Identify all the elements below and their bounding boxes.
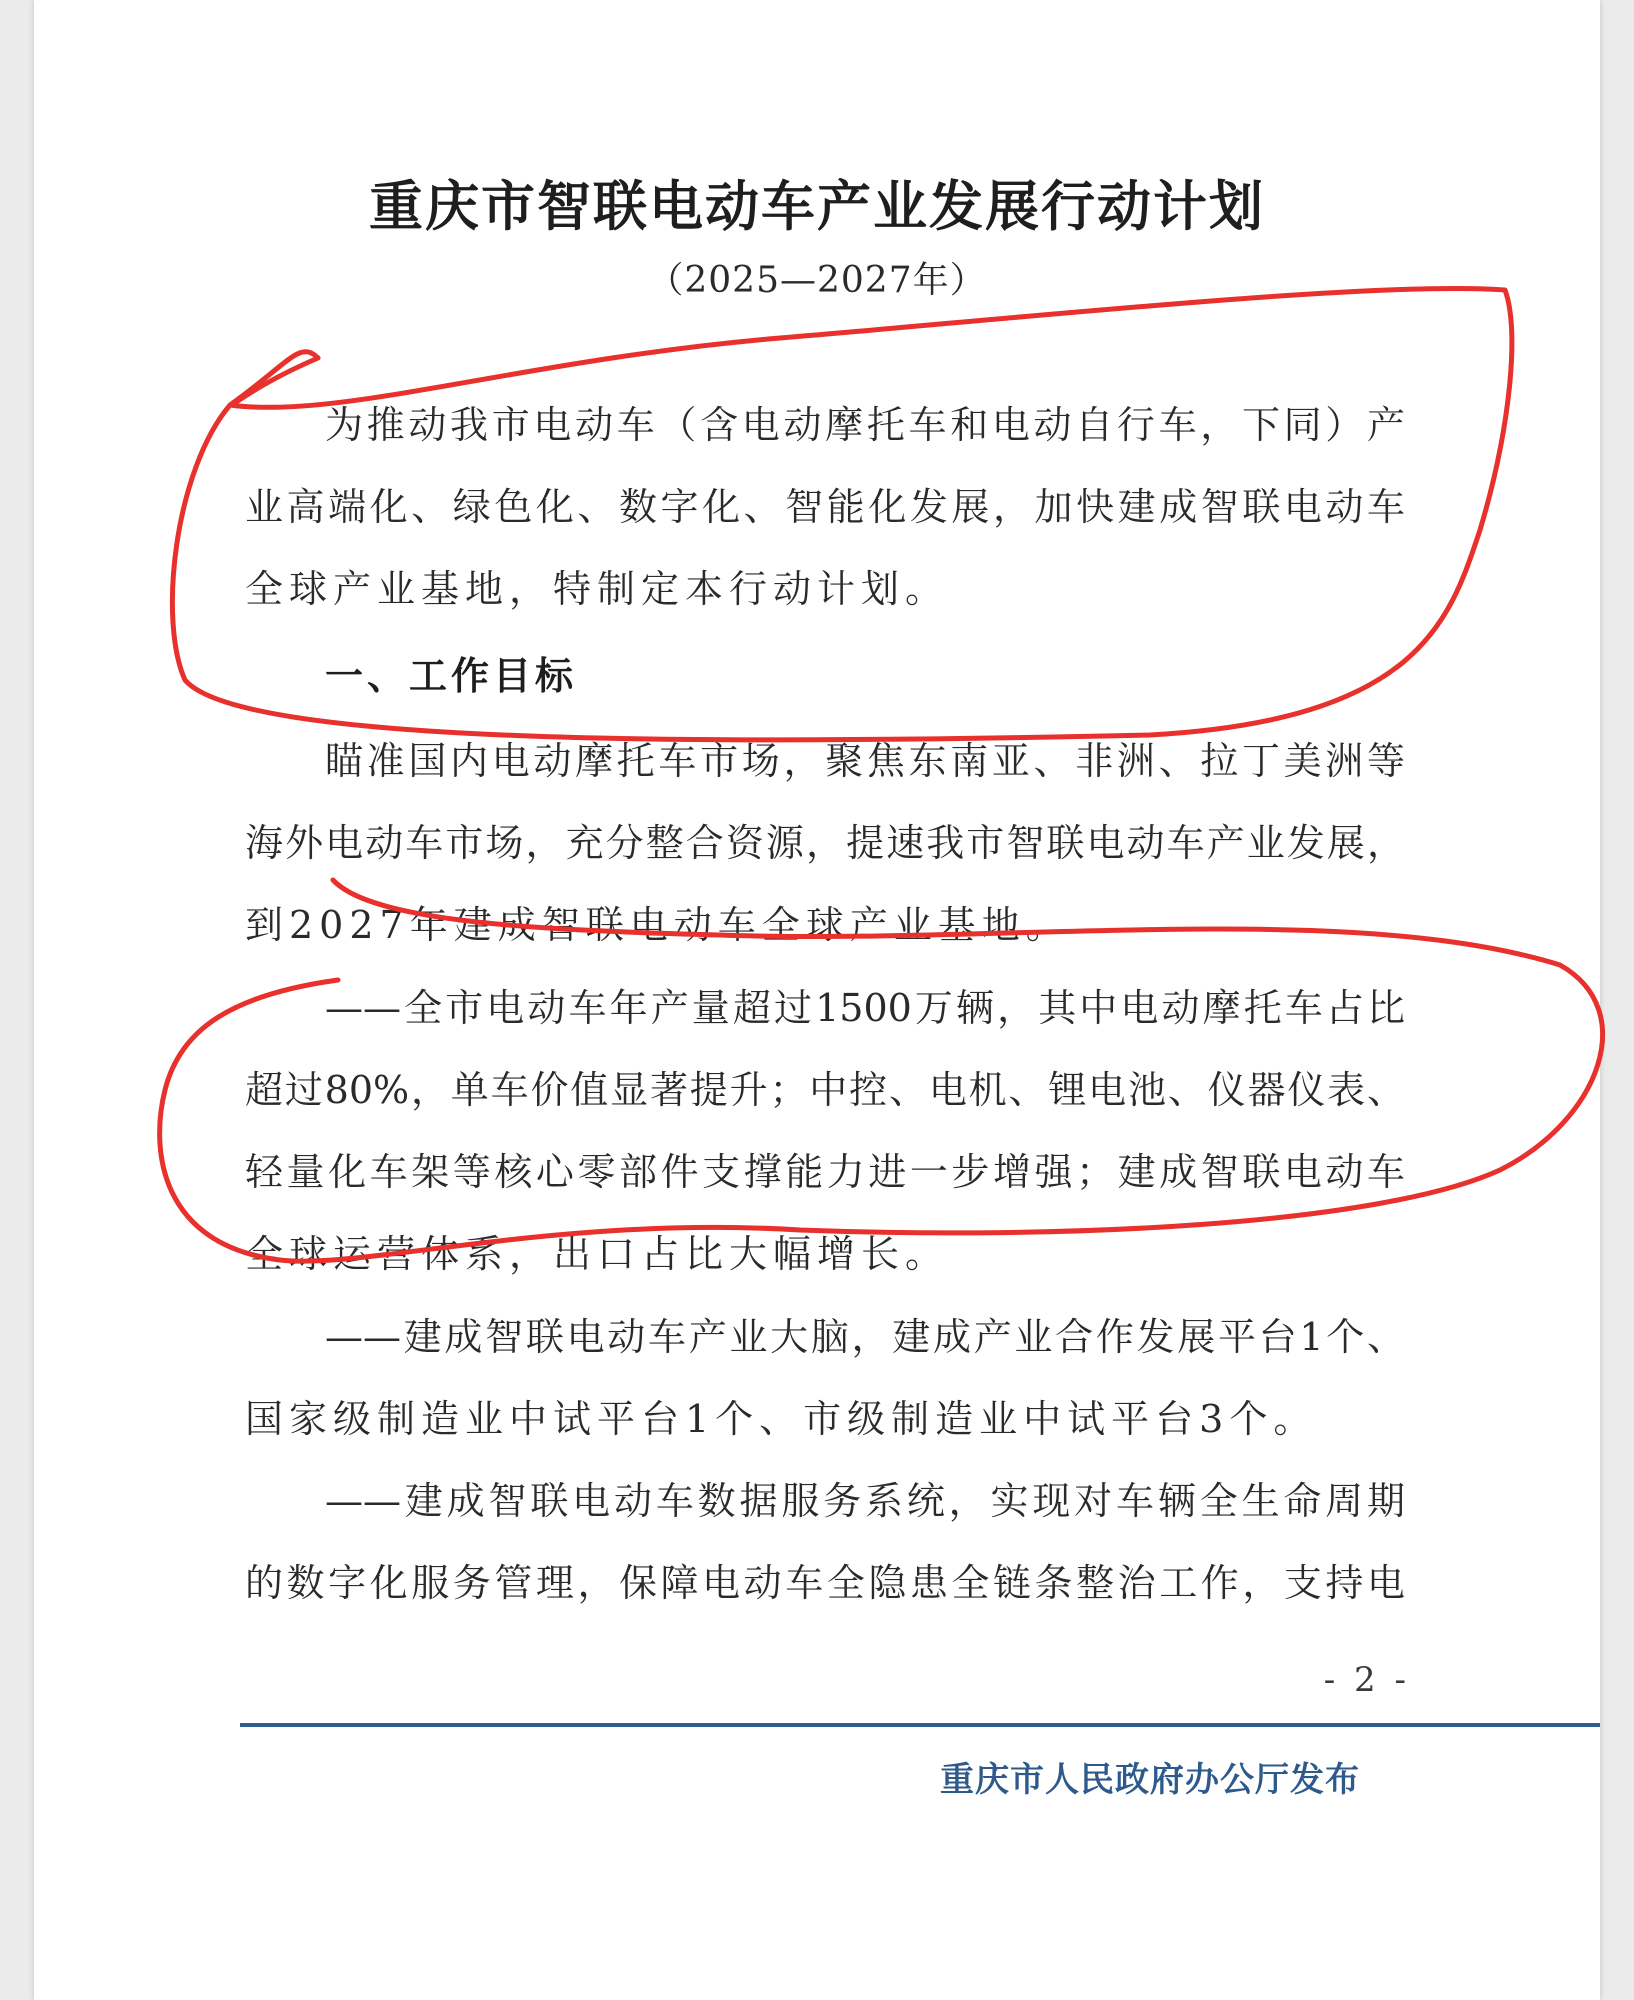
goal-line: 到2027年建成智联电动车全球产业基地。	[245, 903, 1070, 947]
intro-line: 全球产业基地，特制定本行动计划。	[245, 567, 950, 611]
target-line: ——全市电动车年产量超过1500万辆，其中电动摩托车占比	[325, 986, 1405, 1030]
publisher-label: 重庆市人民政府办公厅发布	[940, 1760, 1360, 1800]
footer-divider	[240, 1723, 1600, 1727]
section-heading: 一、工作目标	[325, 654, 578, 698]
target-line: 的数字化服务管理，保障电动车全隐患全链条整治工作，支持电	[245, 1561, 1405, 1605]
target-line: 全球运营体系，出口占比大幅增长。	[245, 1232, 950, 1276]
target-line: 国家级制造业中试平台1个、市级制造业中试平台3个。	[245, 1397, 1318, 1441]
document-title: 重庆市智联电动车产业发展行动计划	[369, 175, 1265, 238]
page-number: - 2 -	[1323, 1660, 1410, 1700]
target-line: ——建成智联电动车数据服务系统，实现对车辆全生命周期	[325, 1479, 1405, 1523]
intro-line: 为推动我市电动车（含电动摩托车和电动自行车，下同）产	[325, 403, 1405, 447]
goal-line: 海外电动车市场，充分整合资源，提速我市智联电动车产业发展，	[245, 821, 1405, 865]
target-line: 超过80%，单车价值显著提升；中控、电机、锂电池、仪器仪表、	[245, 1068, 1405, 1112]
target-line: 轻量化车架等核心零部件支撑能力进一步增强；建成智联电动车	[245, 1150, 1405, 1194]
goal-line: 瞄准国内电动摩托车市场，聚焦东南亚、非洲、拉丁美洲等	[325, 739, 1405, 783]
document-subtitle: （2025—2027年）	[647, 260, 987, 301]
target-line: ——建成智联电动车产业大脑，建成产业合作发展平台1个、	[325, 1315, 1405, 1359]
intro-line: 业高端化、绿色化、数字化、智能化发展，加快建成智联电动车	[245, 485, 1405, 529]
